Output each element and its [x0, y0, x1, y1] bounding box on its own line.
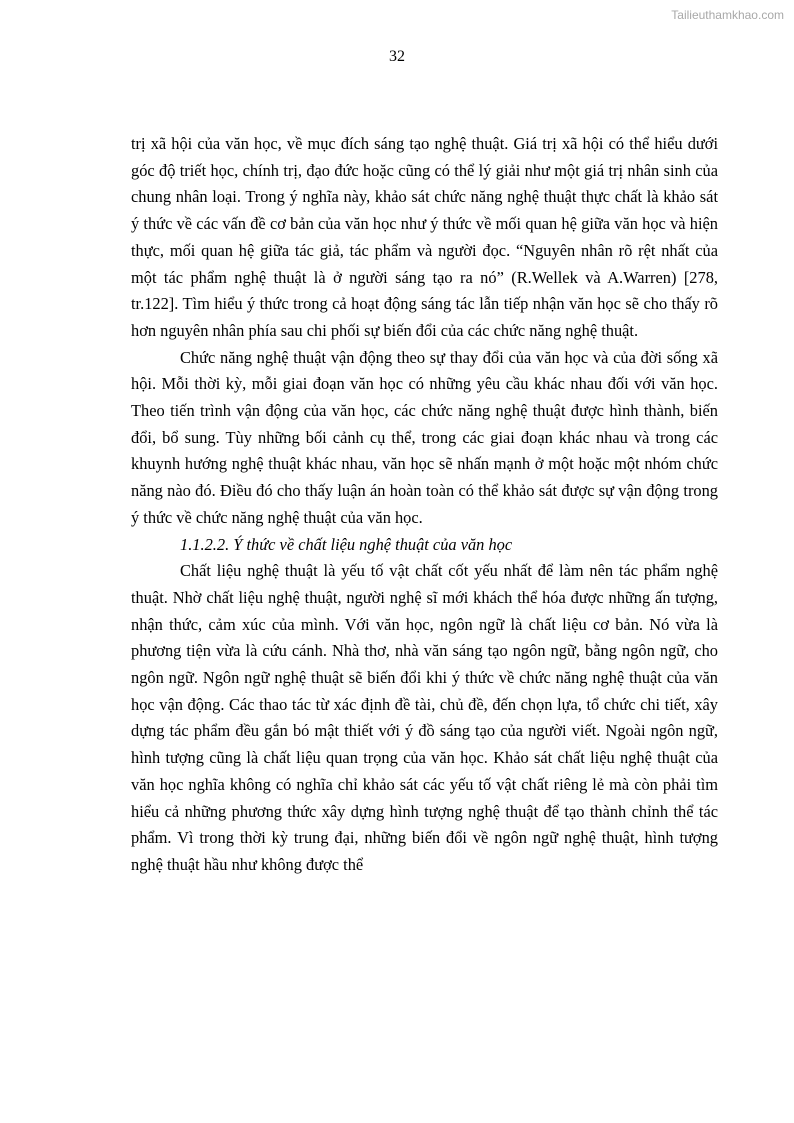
section-heading: 1.1.2.2. Ý thức về chất liệu nghệ thuật của văn học [180, 534, 513, 554]
page-number: 32 [389, 48, 405, 65]
paragraph-2: Chức năng nghệ thuật vận động theo sự thay đổi của văn học và của đời sống xã hội. Mỗi thời kỳ, mỗi giai đoạn văn học có những yêu cầu khác nhau đối với văn học. Theo tiến trình vận động của văn học, các chức năng nghệ thuật được hình thành, biến đổi, bổ sung. Tùy những bối cảnh cụ thể, trong các giai đoạn khác nhau và trong các khuynh hướng nghệ thuật khác nhau, văn học sẽ nhấn mạnh ở một hoặc một nhóm chức năng nào đó. Điều đó cho thấy luận án hoàn toàn có thể khảo sát được sự vận động trong ý thức về chức năng nghệ thuật của văn học. [131, 347, 718, 527]
watermark: Tailieuthamkhao.com [671, 8, 784, 22]
paragraph-3: Chất liệu nghệ thuật là yếu tố vật chất cốt yếu nhất để làm nên tác phẩm nghệ thuật. Nhờ chất liệu nghệ thuật, người nghệ sĩ mới khách thể hóa được những ấn tượng, nhận thức, cảm xúc của mình. Với văn học, ngôn ngữ là chất liệu cơ bản. Nó vừa là phương tiện vừa là cứu cánh. Nhà thơ, nhà văn sáng tạo ngôn ngữ, bằng ngôn ngữ, cho ngôn ngữ. Ngôn ngữ nghệ thuật sẽ biến đổi khi ý thức về chức năng nghệ thuật của văn học vận động. Các thao tác từ xác định đề tài, chủ đề, đến chọn lựa, tổ chức chi tiết, xây dựng tác phẩm đều gắn bó mật thiết với ý đồ sáng tạo của người viết. Ngoài ngôn ngữ, hình tượng cũng là chất liệu quan trọng của văn học. Khảo sát chất liệu nghệ thuật của văn học nghĩa không có nghĩa chỉ khảo sát các yếu tố vật chất riêng lẻ mà còn phải tìm hiểu cả những phương thức xây dựng hình tượng nghệ thuật để tạo thành chỉnh thể tác phẩm. Vì trong thời kỳ trung đại, những biến đổi về ngôn ngữ nghệ thuật, hình tượng nghệ thuật hầu như không được thể [131, 561, 718, 874]
paragraph-1: trị xã hội của văn học, về mục đích sáng tạo nghệ thuật. Giá trị xã hội có thể hiểu dưới góc độ triết học, chính trị, đạo đức hoặc cũng có thể lý giải như một giá trị nhân sinh của chung nhân loại. Trong ý nghĩa này, khảo sát chức năng nghệ thuật thực chất là khảo sát ý thức về các vấn đề cơ bản của văn học như ý thức về mối quan hệ giữa văn học và hiện thực, mối quan hệ giữa tác giả, tác phẩm và người đọc. “Nguyên nhân rõ rệt nhất của một tác phẩm nghệ thuật là ở người sáng tạo ra nó” (R.Wellek và A.Warren) [278, tr.122]. Tìm hiểu ý thức trong cả hoạt động sáng tác lẫn tiếp nhận văn học sẽ cho thấy rõ hơn nguyên nhân phía sau chi phối sự biến đổi của các chức năng nghệ thuật. [131, 134, 718, 340]
document-body [131, 131, 718, 879]
